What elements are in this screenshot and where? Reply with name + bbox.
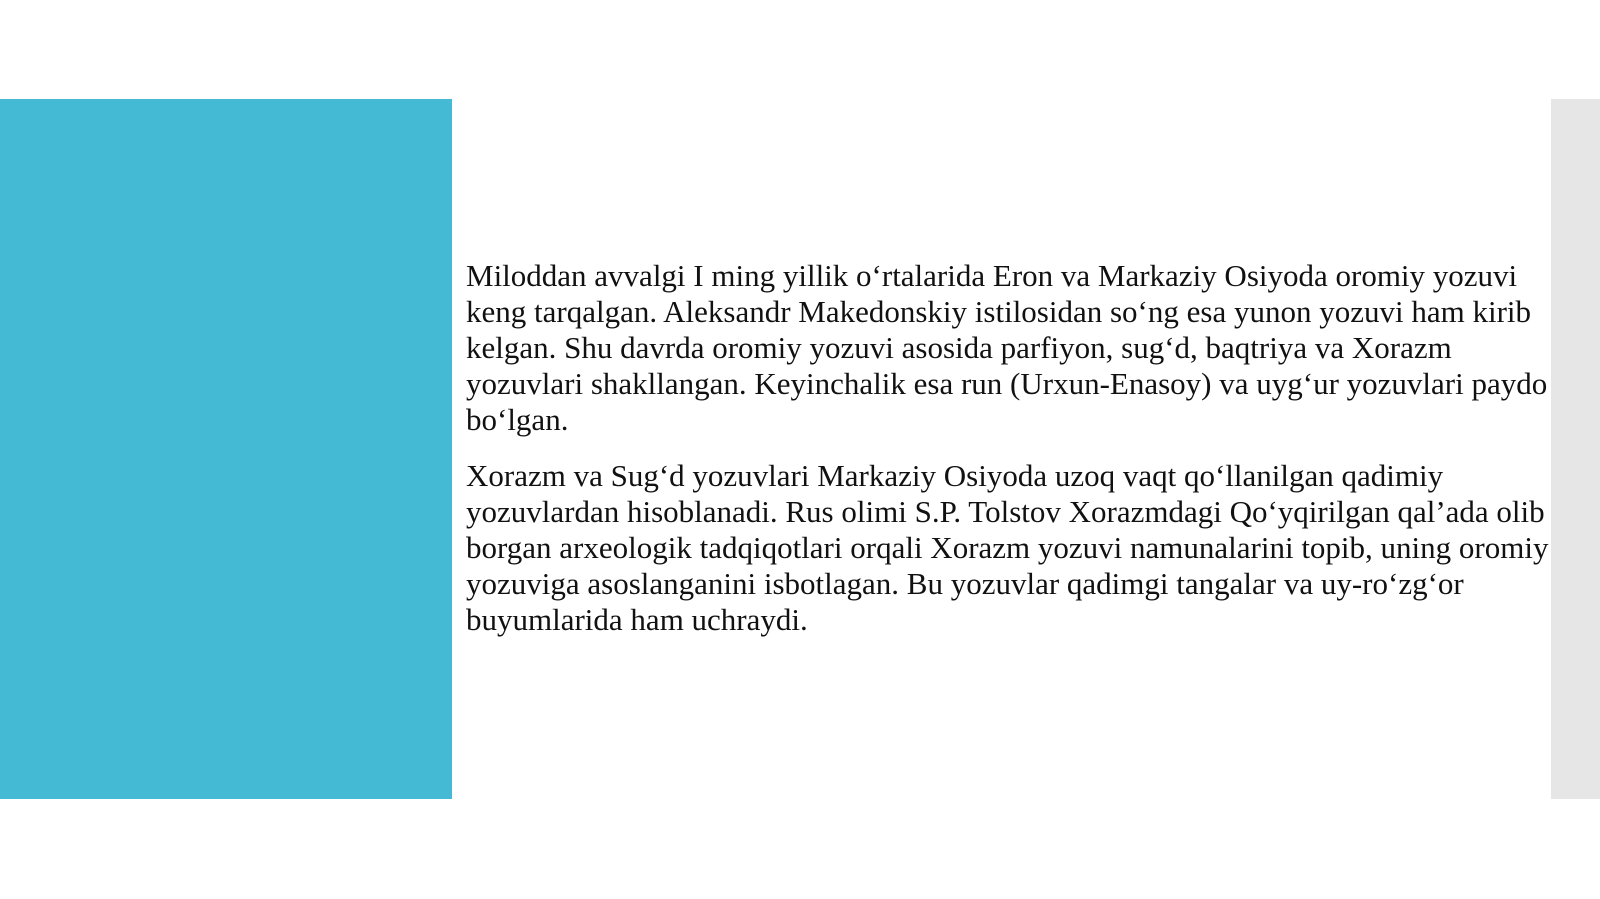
slide-body-text — [466, 258, 1552, 658]
side-strip — [1551, 99, 1600, 799]
accent-panel — [0, 99, 452, 799]
paragraph-1: Miloddan avvalgi I ming yillik o‘rtalarida Eron va Markaziy Osiyoda oromiy yozuvi keng tarqalgan. Aleksandr Makedonskiy istilosidan so‘ng esa yunon yozuvi ham kirib kelgan. Shu davrda oromiy yozuvi asosida parfiyon, sug‘d, baqtriya va Xorazm yozuvlari shakllangan. Keyinchalik esa run (Urxun-Enasoy) va uyg‘ur yozuvlari paydo bo‘lgan. — [466, 258, 1548, 437]
paragraph-2: Xorazm va Sug‘d yozuvlari Markaziy Osiyoda uzoq vaqt qo‘llanilgan qadimiy yozuvlardan hisoblanadi. Rus olimi S.P. Tolstov Xorazmdagi Qo‘yqirilgan qal’ada olib borgan arxeologik tadqiqotlari orqali Xorazm yozuvi namunalarini topib, uning oromiy yozuviga asoslanganini isbotlagan. Bu yozuvlar qadimgi tangalar va uy-ro‘zg‘or buyumlarida ham uchraydi. — [466, 458, 1549, 637]
